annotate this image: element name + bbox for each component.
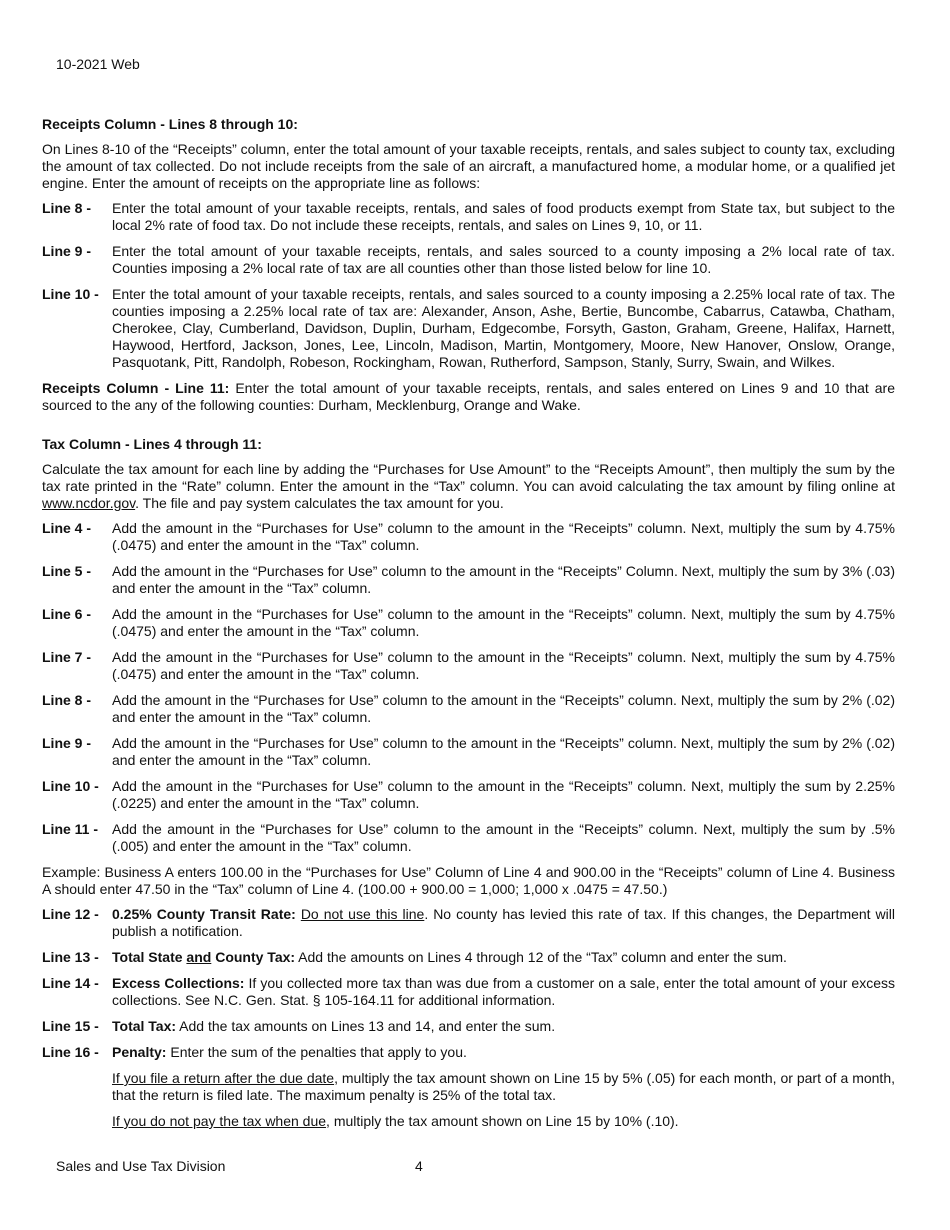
late-payment-lead: If you do not pay the tax when due [112, 1113, 327, 1129]
line-15-body [112, 1018, 895, 1035]
receipts-line-9 [42, 243, 895, 277]
line-text: Enter the total amount of your taxable receipts, rentals, and sales sourced to a county imposing a 2.25% local rate of tax. The counties imposing a 2.25% local rate of tax are: Alexander, Anson, Ashe, Bertie, Buncombe, Cabarrus, Catawba, Chatham, Cherokee, Clay, Cumberland, Davidson, Duplin, Durham, Edgecombe, Forsyth, Gaston, Graham, Greene, Halifax, Harnett, Haywood, Hertford, Jackson, Jones, Lee, Lincoln, Madison, Martin, Montgomery, Moore, New Hanover, Onslow, Orange, Pasquotank, Pitt, Randolph, Robeson, Rockingham, Rowan, Rutherford, Sampson, Stanly, Surry, Swain, and Wilkes. [112, 286, 895, 370]
line-label: Line 15 - [42, 1018, 99, 1034]
line-text: Add the amount in the “Purchases for Use” column to the amount in the “Receipts” Column. Next, multiply the sum by 3% (.03) and enter the amount in the “Tax” column. [112, 563, 895, 596]
line-label: Line 5 - [42, 563, 92, 579]
tax-example: Example: Business A enters 100.00 in the “Purchases for Use” Column of Line 4 and 900.00 in the “Receipts” column of Line 4. Business A should enter 47.50 in the “Tax” column of Line 4. (100.00 + 900.00 = 1,000; 1,000 x .0475 = 47.50.) [42, 864, 895, 897]
tax-line-4 [42, 520, 895, 554]
line-13-title [112, 949, 295, 965]
line-text: Enter the total amount of your taxable receipts, rentals, and sales of food products exempt from State tax, but subject to the local 2% rate of food tax. Do not include these receipts, rentals, and sales on Lines 9, 10, or 11. [112, 200, 895, 233]
tax-line-10 [42, 778, 895, 812]
tax-intro [42, 461, 895, 512]
line-text: Add the amount in the “Purchases for Use” column to the amount in the “Receipts” column. Next, multiply the sum by 2% (.02) and enter the amount in the “Tax” column. [112, 735, 895, 768]
line-15-text: Add the tax amounts on Lines 13 and 14, and enter the sum. [176, 1018, 556, 1034]
line-13 [42, 949, 895, 966]
line-label: Line 13 - [42, 949, 99, 965]
line-label: Line 9 - [42, 243, 92, 259]
line-text: Add the amount in the “Purchases for Use” column to the amount in the “Receipts” column. Next, multiply the sum by 2% (.02) and enter the amount in the “Tax” column. [112, 692, 895, 725]
receipts-line-11 [42, 380, 895, 414]
line-12-warning: Do not use this line [300, 906, 425, 922]
line-12-body [112, 906, 895, 940]
receipts-line-11-text: Enter the total amount of your taxable receipts, rentals, and sales entered on Lines 9 and 10 that are sourced to the any of the following counties: Durham, Mecklenburg, Orange and Wake. [42, 380, 896, 413]
line-14-title: Excess Collections: [112, 975, 245, 991]
line-16-body [112, 1044, 895, 1061]
tax-heading: Tax Column - Lines 4 through 11: [42, 436, 262, 452]
line-13-title-and: and [186, 949, 212, 965]
line-13-text: Add the amounts on Lines 4 through 12 of the “Tax” column and enter the sum. [295, 949, 787, 965]
tax-line-7 [42, 649, 895, 683]
line-14-text: If you collected more tax than was due from a customer on a sale, enter the total amount of your excess collections. See N.C. Gen. Stat. § 105-164.11 for additional information. [112, 975, 895, 1008]
line-text: Add the amount in the “Purchases for Use” column to the amount in the “Receipts” column. Next, multiply the sum by 4.75% (.0475) and enter the amount in the “Tax” column. [112, 520, 895, 553]
late-payment-text: , multiply the tax amount shown on Line 15 by 10% (.10). [326, 1113, 679, 1129]
tax-intro-text: Calculate the tax amount for each line by adding the “Purchases for Use Amount” to the “Receipts Amount”, then multiply the sum by the tax rate printed in the “Rate” column. Enter the amount in the “Tax” column. You can avoid calculating the tax amount by filing online at [42, 461, 895, 494]
tax-line-5 [42, 563, 895, 597]
line-label: Line 14 - [42, 975, 99, 991]
line-13-title-a: Total State [112, 949, 187, 965]
page-number: 4 [415, 1158, 423, 1174]
receipts-line-11-label: Receipts Column - Line 11: [42, 380, 230, 396]
line-label: Line 6 - [42, 606, 92, 622]
line-label: Line 4 - [42, 520, 92, 536]
line-text: Add the amount in the “Purchases for Use” column to the amount in the “Receipts” column. Next, multiply the sum by 4.75% (.0475) and enter the amount in the “Tax” column. [112, 606, 895, 639]
line-12-text: . No county has levied this rate of tax. If this changes, the Department will publish a notification. [112, 906, 895, 939]
form-version-code: 10-2021 Web [56, 56, 140, 72]
receipts-heading: Receipts Column - Lines 8 through 10: [42, 116, 298, 132]
instructions-body [42, 116, 895, 1139]
tax-line-11 [42, 821, 895, 855]
late-filing-penalty [112, 1070, 895, 1104]
line-label: Line 8 - [42, 200, 92, 216]
line-16-text: Enter the sum of the penalties that apply to you. [166, 1044, 467, 1060]
receipts-line-10 [42, 286, 895, 371]
line-label: Line 7 - [42, 649, 92, 665]
tax-line-6 [42, 606, 895, 640]
line-label: Line 10 - [42, 286, 99, 302]
footer-division: Sales and Use Tax Division [56, 1158, 226, 1174]
line-label: Line 12 - [42, 906, 99, 922]
tax-line-9 [42, 735, 895, 769]
line-12-title: 0.25% County Transit Rate: [112, 906, 296, 922]
line-label: Line 16 - [42, 1044, 99, 1060]
line-label: Line 10 - [42, 778, 99, 794]
line-14 [42, 975, 895, 1009]
line-15 [42, 1018, 895, 1035]
tax-line-8 [42, 692, 895, 726]
late-payment-penalty [112, 1113, 895, 1130]
line-12 [42, 906, 895, 940]
line-16-title: Penalty: [112, 1044, 167, 1060]
line-13-body [112, 949, 895, 966]
line-13-title-b: County Tax: [211, 949, 296, 965]
late-filing-lead: If you file a return after the due date [112, 1070, 335, 1086]
receipts-intro: On Lines 8-10 of the “Receipts” column, enter the total amount of your taxable receipts, rentals, and sales subject to county tax, excluding the amount of tax collected. Do not include receipts from the sale of an aircraft, a manufactured home, a modular home, or a qualified jet engine. Enter the amount of receipts on the appropriate line as follows: [42, 141, 895, 191]
ncdor-link[interactable]: www.ncdor.gov [42, 495, 136, 511]
tax-intro-text-end: . The file and pay system calculates the tax amount for you. [135, 495, 504, 511]
line-label: Line 11 - [42, 821, 99, 837]
line-text: Add the amount in the “Purchases for Use” column to the amount in the “Receipts” column. Next, multiply the sum by 2.25% (.0225) and enter the amount in the “Tax” column. [112, 778, 895, 811]
receipts-line-8 [42, 200, 895, 234]
line-text: Add the amount in the “Purchases for Use” column to the amount in the “Receipts” column. Next, multiply the sum by 4.75% (.0475) and enter the amount in the “Tax” column. [112, 649, 895, 682]
late-filing-text: , multiply the tax amount shown on Line 15 by 5% (.05) for each month, or part of a month, that the return is filed late. The maximum penalty is 25% of the total tax. [112, 1070, 895, 1103]
line-14-body [112, 975, 895, 1009]
line-label: Line 9 - [42, 735, 92, 751]
line-15-title: Total Tax: [112, 1018, 177, 1034]
line-label: Line 8 - [42, 692, 92, 708]
line-text: Enter the total amount of your taxable receipts, rentals, and sales sourced to a county imposing a 2% local rate of tax. Counties imposing a 2% local rate of tax are all counties other than those listed below for line 10. [112, 243, 895, 276]
line-text: Add the amount in the “Purchases for Use” column to the amount in the “Receipts” column. Next, multiply the sum by .5% (.005) and enter the amount in the “Tax” column. [112, 821, 895, 854]
line-16 [42, 1044, 895, 1061]
